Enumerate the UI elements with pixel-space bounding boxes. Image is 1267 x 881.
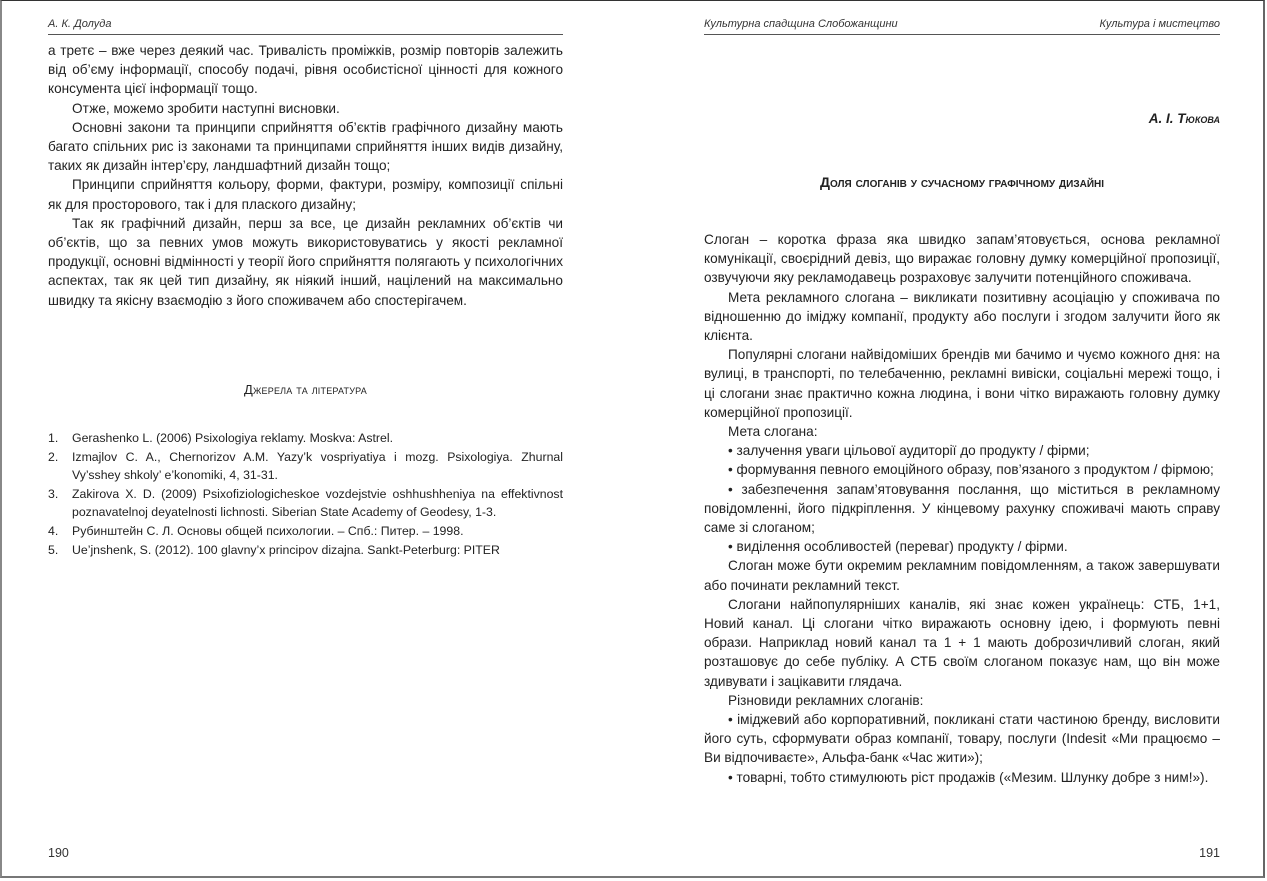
paragraph: Слогани найпопулярніших каналів, які знає кожен українець: СТБ, 1+1, Новий канал. Ці слогани чітко виражають основну ідею, і формують певні образи. Наприклад новий канал та 1 + 1 мають доброзичливий слоган, який розташовує до себе публіку. А СТБ своїм слоганом показує нам, що він може здивувати і зацікавити глядача. <box>704 596 1220 689</box>
paragraph: Так як графічний дизайн, перш за все, це дизайн рекламних об’єктів чи об’єктів, що за певних умов можуть використовуватись у якості рекламної продукції, основні відмінності у теорії його сприйняття полягають у психологічних аспектах, так як цей тип дизайну, як ніякий інший, націлений на максимально швидку та якісну взаємодію з його споживачем або спостерігачем. <box>48 215 563 308</box>
running-head-journal: Культурна спадщина Слобожанщини <box>704 18 898 30</box>
reference-text: Zakirova X. D. (2009) Psixofiziologicheskoe vozdejstvie oshhushheniya na effektivnost poznavatelnoj deyatelnosti lichnosti. Siberian State Academy of Geodesy, 1-3. <box>72 486 563 520</box>
paragraph: Різновиди рекламних слоганів: <box>728 692 924 708</box>
left-body-text <box>48 41 563 310</box>
bullet-item: • іміджевий або корпоративний, покликані стати частиною бренду, висловити його суть, сформувати образ компанії, товару, послуги (Indesit «Ми працюємо – Ви відпочиваєте», Альфа-банк «Час жити»); <box>704 712 1220 766</box>
reference-item <box>48 429 563 448</box>
references-list <box>48 429 563 559</box>
bullet-item: • товарні, тобто стимулюють ріст продажів («Мезим. Шлунку добре з ним!»). <box>728 769 1209 785</box>
paragraph: Мета рекламного слогана – викликати позитивну асоціацію у споживача по відношенню до іміджу компанії, продукту або послуги і згодом залучити його як клієнта. <box>704 289 1220 344</box>
reference-text: Рубинштейн С. Л. Основы общей психологии. – Спб.: Питер. – 1998. <box>72 523 464 538</box>
paragraph: Мета слогана: <box>728 424 818 440</box>
reference-number: 1. <box>48 431 59 445</box>
paragraph: Основні закони та принципи сприйняття об’єктів графічного дизайну мають багато спільних рис із законами та принципами сприйняття інших видів дизайну, таких як дизайн інтер’єру, ландшафтний дизайн тощо; <box>48 119 563 174</box>
running-head-section: Культура і мистецтво <box>1099 18 1220 30</box>
paragraph: Популярні слогани найвідоміших брендів ми бачимо и чуємо кожного дня: на вулиці, в транспорті, по телебаченню, рекламні вивіски, соціальні мережі тощо, і ці слогани знає практично кожна людина, і вони чітко виражають головну думку комерційної пропозиції. <box>704 347 1220 420</box>
paragraph: Слоган – коротка фраза яка швидко запам’ятовується, основа рекламної комунікації, своєрідний девіз, що виражає головну думку комерційної пропозиції, озвучуючи яку рекламодавець розраховує залучити потенційного споживача. <box>704 232 1220 286</box>
bullet-item: • формування певного емоційного образу, пов’язаного з продуктом / фірмою; <box>728 462 1214 478</box>
article-title: Доля слоганів у сучасному графічному дизайні <box>819 174 1105 190</box>
paragraph: а третє – вже через деякий час. Тривалість проміжків, розмір повторів залежить від об’єму інформації, способу подачі, рівня особистісної цінності для кожного консумента цієї інформації тощо. <box>48 43 563 97</box>
right-page-number: 191 <box>1199 846 1220 860</box>
paragraph: Слоган може бути окремим рекламним повідомленням, а також завершувати або починати рекламний текст. <box>704 558 1220 593</box>
left-running-head-author: А. К. Долуда <box>48 18 112 30</box>
reference-item <box>48 485 563 522</box>
reference-item <box>48 541 563 560</box>
reference-text: Ue’jnshenk, S. (2012). 100 glavny’x principov dizajna. Sankt-Peterburg: PITER <box>72 542 500 557</box>
reference-text: Izmajlov C. A., Chernorizov A.M. Yazy’k vospriyatiya i mozg. Psixologiya. Zhurnal Vy’sshey shkoly’ e’konomiki, 4, 31-31. <box>72 449 563 483</box>
reference-number: 3. <box>48 486 59 501</box>
bullet-item: • забезпечення запам’ятовування послання, що міститься в рекламному повідомленні, його підкріплення. У кінцевому рахунку споживачі мають справу саме зі слоганом; <box>704 481 1220 536</box>
article-author: А. І. Тюкова <box>1148 111 1220 126</box>
reference-item <box>48 522 563 541</box>
right-body-text <box>704 230 1220 787</box>
reference-item <box>48 448 563 485</box>
reference-number: 5. <box>48 542 59 557</box>
left-page-number: 190 <box>48 846 69 860</box>
paragraph: Отже, можемо зробити наступні висновки. <box>72 100 340 116</box>
reference-number: 2. <box>48 449 59 464</box>
right-running-head <box>704 18 1220 35</box>
references-heading: Джерела та література <box>244 382 367 397</box>
reference-text: Gerashenko L. (2006) Psixologiya reklamy. Moskva: Astrel. <box>72 431 393 445</box>
paragraph: Принципи сприйняття кольору, форми, фактури, розміру, композиції спільні як для просторового, так і для плаского дизайну; <box>48 177 563 212</box>
reference-number: 4. <box>48 523 59 538</box>
bullet-item: • залучення уваги цільової аудиторії до продукту / фірми; <box>728 443 1090 459</box>
bullet-item: • виділення особливостей (переваг) продукту / фірми. <box>728 539 1068 555</box>
left-running-head <box>48 18 563 35</box>
